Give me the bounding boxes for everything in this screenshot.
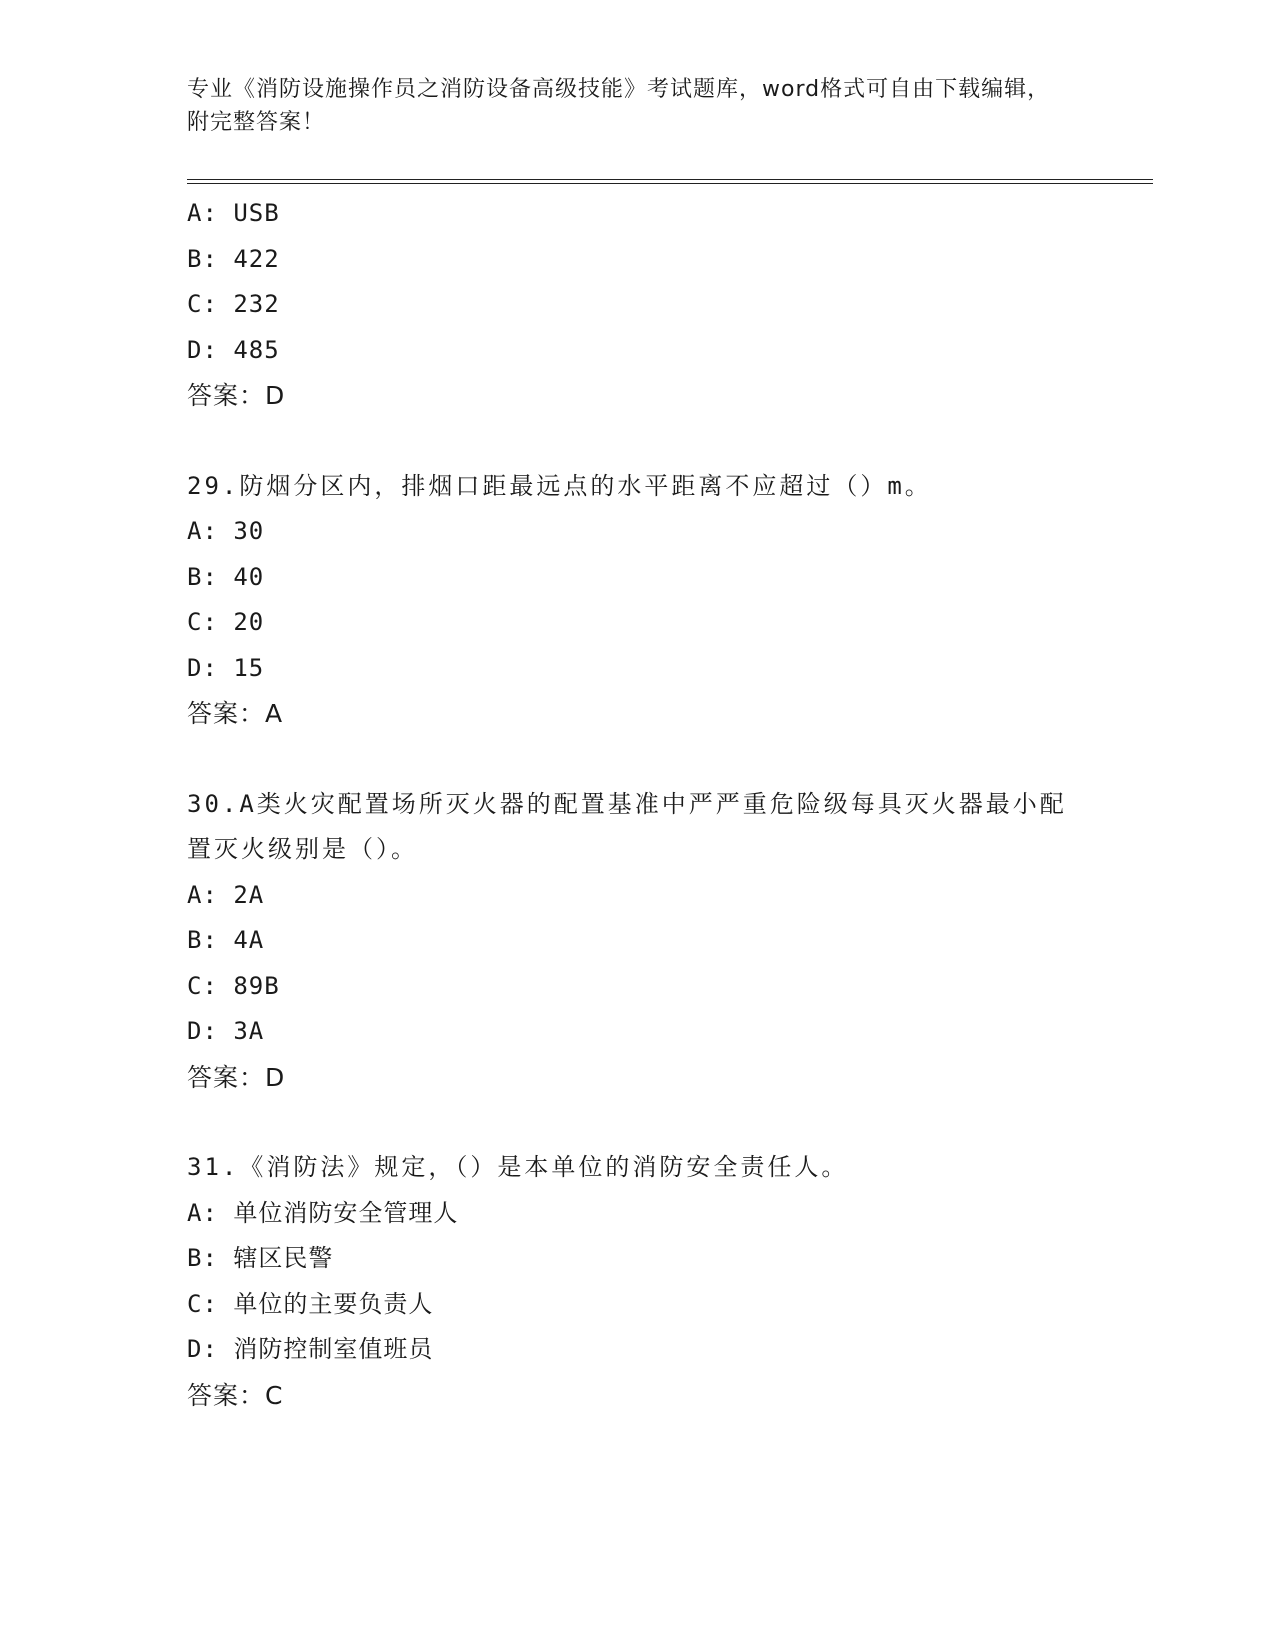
- question-stem: 29.防烟分区内，排烟口距最远点的水平距离不应超过（）m。: [187, 471, 932, 500]
- option-b: B: 422: [187, 244, 280, 273]
- question-block-28: [187, 191, 1087, 419]
- answer: 答案：C: [187, 1380, 284, 1410]
- option-b: B: 辖区民警: [187, 1244, 334, 1272]
- question-stem: 31.《消防法》规定，（）是本单位的消防安全责任人。: [187, 1153, 849, 1181]
- answer: 答案：D: [187, 1062, 286, 1092]
- option-d: D: 3A: [187, 1017, 265, 1045]
- option-a: A: USB: [187, 199, 280, 227]
- answer: 答案：A: [187, 699, 284, 728]
- option-c: C: 232: [187, 290, 280, 318]
- option-a: A: 30: [187, 517, 265, 545]
- option-c: C: 20: [187, 608, 265, 636]
- question-block-30: [187, 782, 1087, 1101]
- question-block-29: [187, 464, 1087, 737]
- option-c: C: 单位的主要负责人: [187, 1289, 434, 1318]
- option-a: A: 单位消防安全管理人: [187, 1198, 459, 1227]
- option-c: C: 89B: [187, 971, 280, 1000]
- question-stem: 30.A类火灾配置场所灭火器的配置基准中严严重危险级每具灭火器最小配置灭火级别是（）。: [187, 789, 1067, 863]
- option-d: D: 15: [187, 653, 265, 682]
- question-list: [187, 191, 1087, 1418]
- question-block-31: [187, 1145, 1087, 1418]
- option-a: A: 2A: [187, 880, 265, 909]
- option-d: D: 消防控制室值班员: [187, 1335, 434, 1363]
- option-b: B: 40: [187, 562, 265, 591]
- option-b: B: 4A: [187, 926, 265, 954]
- header-divider-top: [187, 179, 1153, 180]
- answer: 答案：D: [187, 381, 286, 410]
- document-header: 专业《消防设施操作员之消防设备高级技能》考试题库，word格式可自由下载编辑，附完整答案！: [187, 77, 1051, 135]
- header-divider-bottom: [187, 183, 1153, 184]
- option-d: D: 485: [187, 335, 280, 364]
